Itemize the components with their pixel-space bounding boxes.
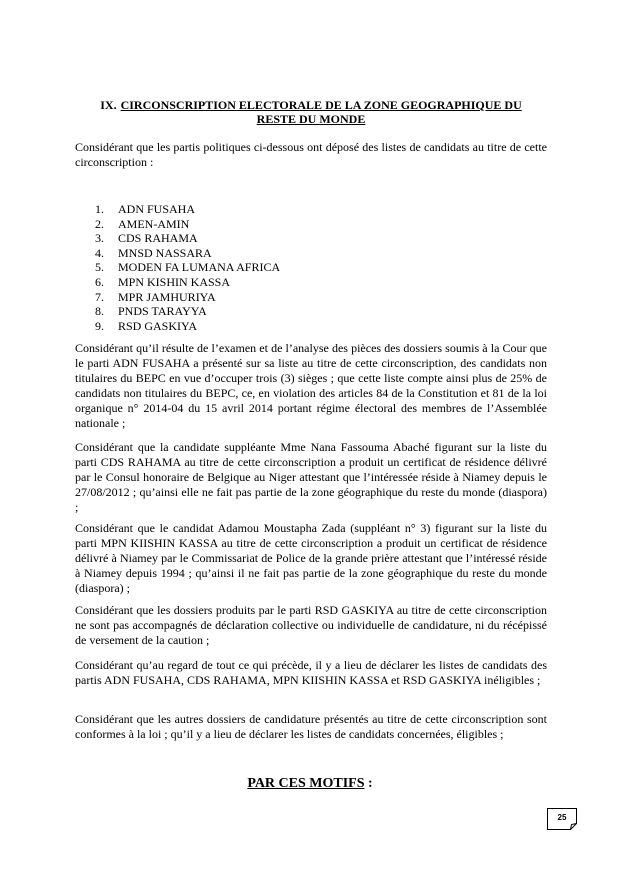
party-list-item [95,202,515,217]
party-list [95,202,515,333]
motifs-title: PAR CES MOTIFS [247,776,365,791]
section-title-line2: RESTE DU MONDE [256,112,366,126]
party-name: PNDS TARAYYA [118,304,207,319]
page-number-box [547,808,577,830]
party-number: 4. [95,245,104,260]
party-name: MPR JAMHURIYA [118,289,216,304]
party-list-item [95,260,515,275]
party-number: 8. [95,304,104,319]
party-name: AMEN-AMIN [118,216,190,231]
party-list-item [95,231,515,246]
paragraph-cds-rahama: Considérant que la candidate suppléante Mme Nana Fassouma Abaché figurant sur la liste du parti CDS RAHAMA au titre de cette circonscription a produit un certificat de résidence délivré par le Consul honoraire de Belgique au Niger attestant que l’intéressée réside à Niamey depuis le 27/08/2012 ; qu’ainsi elle ne fait pas partie de la zone géographique du reste du monde (diaspora) ; [75,440,547,514]
party-number: 9. [95,318,104,333]
party-name: MPN KISHIN KASSA [118,274,231,289]
party-number: 3. [95,231,104,246]
party-name: ADN FUSAHA [118,202,196,216]
party-number: 7. [95,289,104,304]
party-list-item [95,319,515,334]
party-list-item [95,275,515,290]
party-name: MODEN FA LUMANA AFRICA [118,260,281,275]
paragraph-mpn-kiishin-kassa: Considérant que le candidat Adamou Moustapha Zada (suppléant n° 3) figurant sur la liste du parti MPN KIISHIN KASSA au titre de cette circonscription a produit un certificat de résidence délivré à Niamey par le Commissariat de Police de la grande prière attestant que l’intéressé réside à Niamey depuis 1994 ; qu’ainsi il ne fait pas partie de la zone géographique du reste du monde (diaspora) ; [75,521,547,595]
paragraph-eligibles: Considérant que les autres dossiers de candidature présentés au titre de cette circonscription sont conformes à la loi ; qu’il y a lieu de déclarer les listes de candidats concernées, éligibles ; [75,712,547,741]
paragraph-ineligibles: Considérant qu’au regard de tout ce qui précède, il y a lieu de déclarer les listes de candidats des partis ADN FUSAHA, CDS RAHAMA, MPN KIISHIN KASSA et RSD GASKIYA inéligibles ; [75,658,547,687]
paragraph-adn-fusaha: Considérant qu’il résulte de l’examen et de l’analyse des pièces des dossiers soumis à la Cour que le parti ADN FUSAHA a présenté sur sa liste au titre de cette circonscription, des candidats non titulaires du BEPC en vue d’occuper trois (3) sièges ; que cette liste compte ainsi plus de 25% de candidats non titulaires du BEPC, ce, en violation des articles 84 de la Constitution et 81 de la loi organique n° 2014-04 du 15 avril 2014 portant régime électoral des membres de l’Assemblée nationale ; [75,341,547,430]
party-name: MNSD NASSARA [118,245,212,260]
party-number: 5. [95,260,104,275]
page-number: 25 [557,813,567,822]
party-number: 1. [95,202,104,216]
section-number: IX. [100,98,117,112]
party-list-item [95,246,515,261]
party-list-item [95,304,515,319]
motifs-suffix: : [364,776,373,791]
motifs-heading [0,776,620,792]
party-list-item [95,290,515,305]
intro-paragraph: Considérant que les partis politiques ci-dessous ont déposé des listes de candidats au titre de cette circonscription : [75,140,547,169]
paragraph-rsd-gaskiya: Considérant que les dossiers produits par le parti RSD GASKIYA au titre de cette circonscription ne sont pas accompagnés de déclaration collective ou individuelle de candidature, ni du récépissé de versement de la caution ; [75,603,547,647]
party-name: RSD GASKIYA [118,318,198,333]
section-title-line1: CIRCONSCRIPTION ELECTORALE DE LA ZONE GEOGRAPHIQUE DU [120,98,522,112]
party-name: CDS RAHAMA [118,231,198,246]
party-number: 6. [95,274,104,289]
party-number: 2. [95,216,104,231]
party-list-item [95,217,515,232]
section-heading [75,98,547,126]
